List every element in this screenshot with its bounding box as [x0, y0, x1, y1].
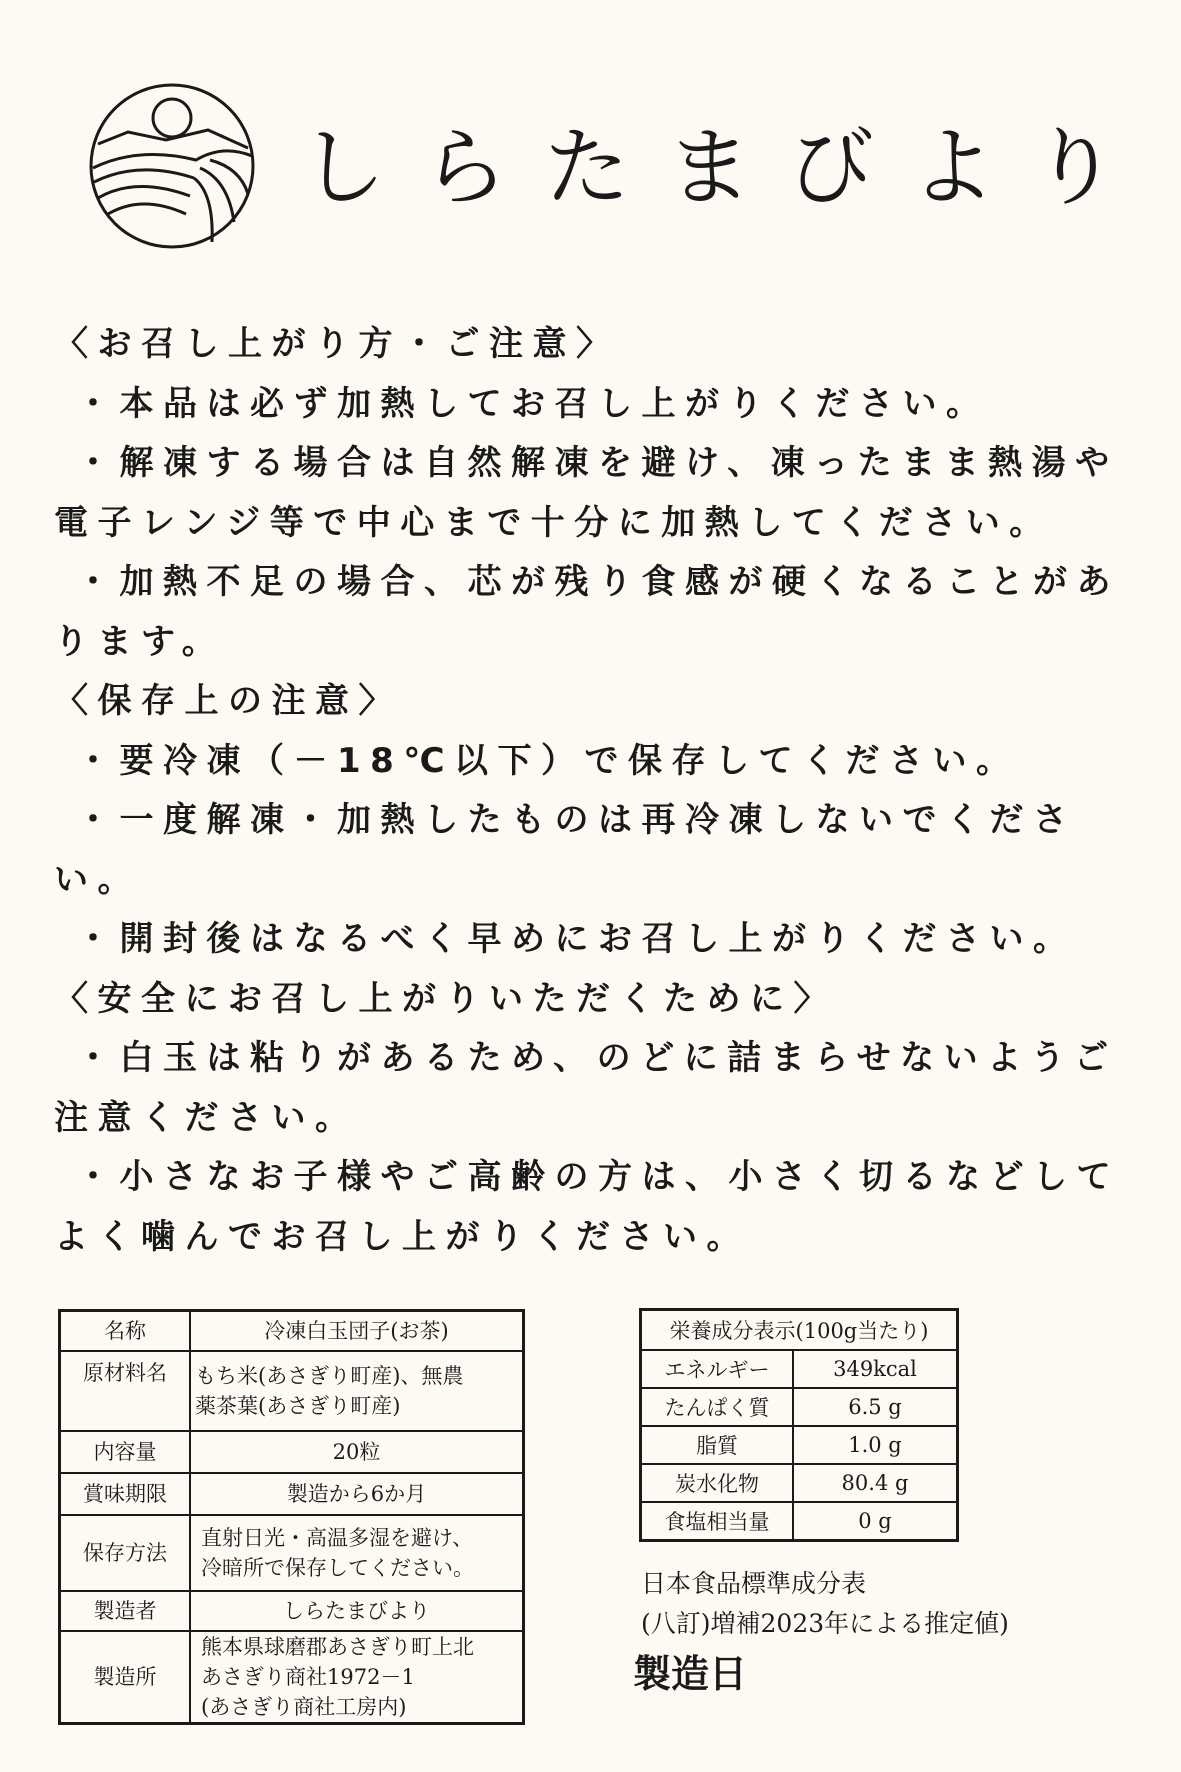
source-line: (八訂)増補2023年による推定値) — [641, 1609, 1009, 1638]
note-line: ・一度解凍・加熱したものは再冷凍しないでくださ — [76, 800, 1077, 840]
table-row — [60, 1351, 524, 1431]
section-heading: 〈お召し上がり方・ご注意〉 — [54, 324, 620, 364]
table-row — [641, 1464, 958, 1502]
table-row — [641, 1388, 958, 1426]
spec-label: 名称 — [60, 1311, 191, 1351]
note-line: よく噛んでお召し上がりください。 — [54, 1216, 750, 1257]
spec-value-line: 冷暗所で保存してください。 — [201, 1555, 474, 1580]
section-heading: 〈保存上の注意〉 — [54, 681, 402, 721]
note-line: ・加熱不足の場合、芯が残り食感が硬くなることがあ — [76, 562, 1120, 602]
sun-over-hills-logo-icon — [88, 82, 256, 250]
nutrition-label: たんぱく質 — [641, 1388, 794, 1426]
table-row — [641, 1350, 958, 1388]
spec-value — [190, 1631, 524, 1724]
table-row — [60, 1631, 524, 1724]
spec-value: 20粒 — [190, 1431, 524, 1473]
nutrition-source-note — [641, 1564, 1009, 1644]
note-line: ・解凍する場合は自然解凍を避け、凍ったまま熱湯や — [76, 443, 1119, 483]
spec-value-line: 熊本県球磨郡あさぎり町上北 — [201, 1634, 474, 1659]
table-row — [60, 1515, 524, 1591]
nutrition-table — [639, 1308, 959, 1542]
nutrition-label: 炭水化物 — [641, 1464, 794, 1502]
note-line: ・要冷凍（－18℃以下）で保存してください。 — [76, 740, 1020, 781]
nutrition-value: 0 g — [793, 1502, 958, 1541]
spec-label: 賞味期限 — [60, 1473, 191, 1515]
spec-value — [190, 1515, 524, 1591]
usage-notes — [54, 315, 1124, 1267]
note-line: 注意ください。 — [54, 1097, 359, 1138]
spec-value — [190, 1351, 524, 1431]
spec-label: 製造者 — [60, 1591, 191, 1631]
table-row — [641, 1426, 958, 1464]
table-row — [60, 1431, 524, 1473]
nutrition-title: 栄養成分表示(100g当たり) — [641, 1310, 958, 1351]
manufacture-date-label: 製造日 — [633, 1651, 748, 1696]
note-line: ・小さなお子様やご高齢の方は、小さく切るなどして — [76, 1157, 1120, 1197]
nutrition-label: エネルギー — [641, 1350, 794, 1388]
nutrition-label: 脂質 — [641, 1426, 794, 1464]
note-line: ・本品は必ず加熱してお召し上がりください。 — [76, 383, 990, 424]
table-row — [641, 1310, 958, 1351]
brand-name: しらたまびより — [300, 118, 1154, 218]
spec-value: しらたまびより — [190, 1591, 524, 1631]
spec-label: 原材料名 — [60, 1351, 191, 1431]
spec-value-line: あさぎり商社1972－1 — [201, 1664, 415, 1689]
nutrition-label: 食塩相当量 — [641, 1502, 794, 1541]
note-line: 電子レンジ等で中心まで十分に加熱してください。 — [54, 502, 1053, 543]
note-line: ・白玉は粘りがあるため、のどに詰まらせないようご — [76, 1038, 1118, 1078]
note-line: ります。 — [54, 621, 226, 662]
spec-value-line: (あさぎり商社工房内) — [201, 1694, 407, 1719]
nutrition-value: 349kcal — [793, 1350, 958, 1388]
nutrition-value: 80.4 g — [793, 1464, 958, 1502]
spec-label: 保存方法 — [60, 1515, 191, 1591]
section-heading: 〈安全にお召し上がりいただくために〉 — [54, 978, 837, 1019]
source-line: 日本食品標準成分表 — [641, 1569, 867, 1598]
table-row — [60, 1591, 524, 1631]
spec-value: 製造から6か月 — [190, 1473, 524, 1515]
product-spec-table — [58, 1309, 525, 1725]
note-line: い。 — [54, 859, 141, 900]
nutrition-value: 6.5 g — [793, 1388, 958, 1426]
spec-label: 製造所 — [60, 1631, 191, 1724]
table-row — [60, 1311, 524, 1351]
header — [0, 0, 1181, 300]
table-row — [60, 1473, 524, 1515]
spec-value-line: 薬茶葉(あさぎり町産) — [195, 1393, 401, 1418]
note-line: ・開封後はなるべく早めにお召し上がりください。 — [76, 919, 1077, 959]
nutrition-value: 1.0 g — [793, 1426, 958, 1464]
spec-label: 内容量 — [60, 1431, 191, 1473]
spec-value: 冷凍白玉団子(お茶) — [190, 1311, 524, 1351]
spec-value-line: 直射日光・高温多湿を避け、 — [201, 1525, 474, 1550]
table-row — [641, 1502, 958, 1541]
spec-value-line: もち米(あさぎり町産)、無農 — [195, 1363, 464, 1388]
